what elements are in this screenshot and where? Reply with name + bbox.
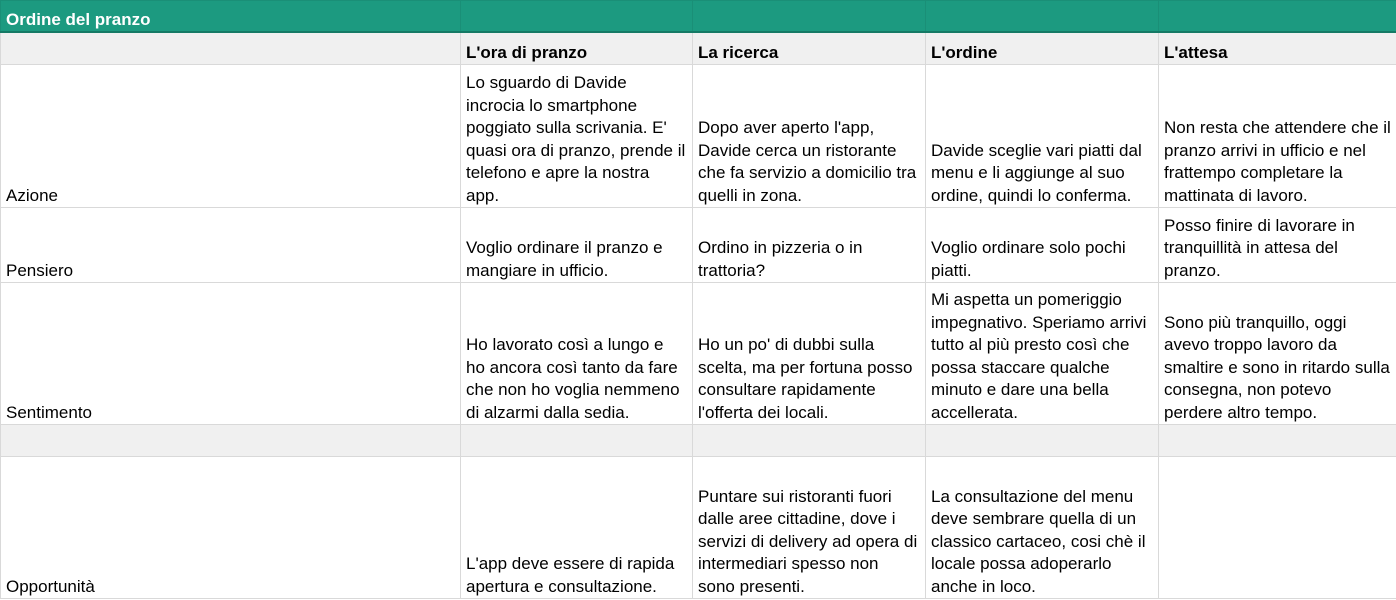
table-row-sentimento	[1, 283, 1396, 425]
column-header-ricerca[interactable]: La ricerca	[693, 32, 926, 65]
spacer-row	[1, 425, 1396, 457]
table-cell[interactable]: La consultazione del menu deve sembrare quella di un classico cartaceo, cosi chè il locale possa adoperarlo anche in loco.	[926, 457, 1159, 599]
header-row	[1, 32, 1396, 65]
title-cell[interactable]	[461, 1, 693, 33]
spacer-cell[interactable]	[1, 425, 461, 457]
table-cell[interactable]: Ordino in pizzeria o in trattoria?	[693, 208, 926, 283]
table-row-azione	[1, 65, 1396, 208]
title-cell[interactable]	[926, 1, 1159, 33]
title-row	[1, 1, 1396, 33]
title-cell[interactable]	[693, 1, 926, 33]
column-header-ora-di-pranzo[interactable]: L'ora di pranzo	[461, 32, 693, 65]
table-cell[interactable]	[1159, 457, 1396, 599]
table-row-opportunita	[1, 457, 1396, 599]
header-corner-cell[interactable]	[1, 32, 461, 65]
table-cell[interactable]: Dopo aver aperto l'app, Davide cerca un ristorante che fa servizio a domicilio tra quelli in zona.	[693, 65, 926, 208]
row-label-opportunita[interactable]: Opportunità	[1, 457, 461, 599]
table-cell[interactable]: Sono più tranquillo, oggi avevo troppo lavoro da smaltire e sono in ritardo sulla consegna, non potevo perdere altro tempo.	[1159, 283, 1396, 425]
table-cell[interactable]: Ho lavorato così a lungo e ho ancora così tanto da fare che non ho voglia nemmeno di alzarmi dalla sedia.	[461, 283, 693, 425]
table-cell[interactable]: Posso finire di lavorare in tranquillità in attesa del pranzo.	[1159, 208, 1396, 283]
table-cell[interactable]: Davide sceglie vari piatti dal menu e li aggiunge al suo ordine, quindi lo conferma.	[926, 65, 1159, 208]
sheet-title[interactable]: Ordine del pranzo	[1, 1, 461, 33]
column-header-ordine[interactable]: L'ordine	[926, 32, 1159, 65]
table-cell[interactable]: Lo sguardo di Davide incrocia lo smartphone poggiato sulla scrivania. E' quasi ora di pranzo, prende il telefono e apre la nostra app.	[461, 65, 693, 208]
row-label-pensiero[interactable]: Pensiero	[1, 208, 461, 283]
table-cell[interactable]: Voglio ordinare solo pochi piatti.	[926, 208, 1159, 283]
column-header-attesa[interactable]: L'attesa	[1159, 32, 1396, 65]
table-cell[interactable]: Mi aspetta un pomeriggio impegnativo. Speriamo arrivi tutto al più presto così che possa staccare qualche minuto e dare una bella accellerata.	[926, 283, 1159, 425]
table-row-pensiero	[1, 208, 1396, 283]
table-cell[interactable]: L'app deve essere di rapida apertura e consultazione.	[461, 457, 693, 599]
table-cell[interactable]: Voglio ordinare il pranzo e mangiare in ufficio.	[461, 208, 693, 283]
table-cell[interactable]: Ho un po' di dubbi sulla scelta, ma per fortuna posso consultare rapidamente l'offerta dei locali.	[693, 283, 926, 425]
spacer-cell[interactable]	[461, 425, 693, 457]
spacer-cell[interactable]	[926, 425, 1159, 457]
row-label-sentimento[interactable]: Sentimento	[1, 283, 461, 425]
row-label-azione[interactable]: Azione	[1, 65, 461, 208]
table-cell[interactable]: Puntare sui ristoranti fuori dalle aree cittadine, dove i servizi di delivery ad opera di intermediari spesso non sono presenti.	[693, 457, 926, 599]
spacer-cell[interactable]	[1159, 425, 1396, 457]
title-cell[interactable]	[1159, 1, 1396, 33]
spacer-cell[interactable]	[693, 425, 926, 457]
table-cell[interactable]: Non resta che attendere che il pranzo arrivi in ufficio e nel frattempo completare la mattinata di lavoro.	[1159, 65, 1396, 208]
